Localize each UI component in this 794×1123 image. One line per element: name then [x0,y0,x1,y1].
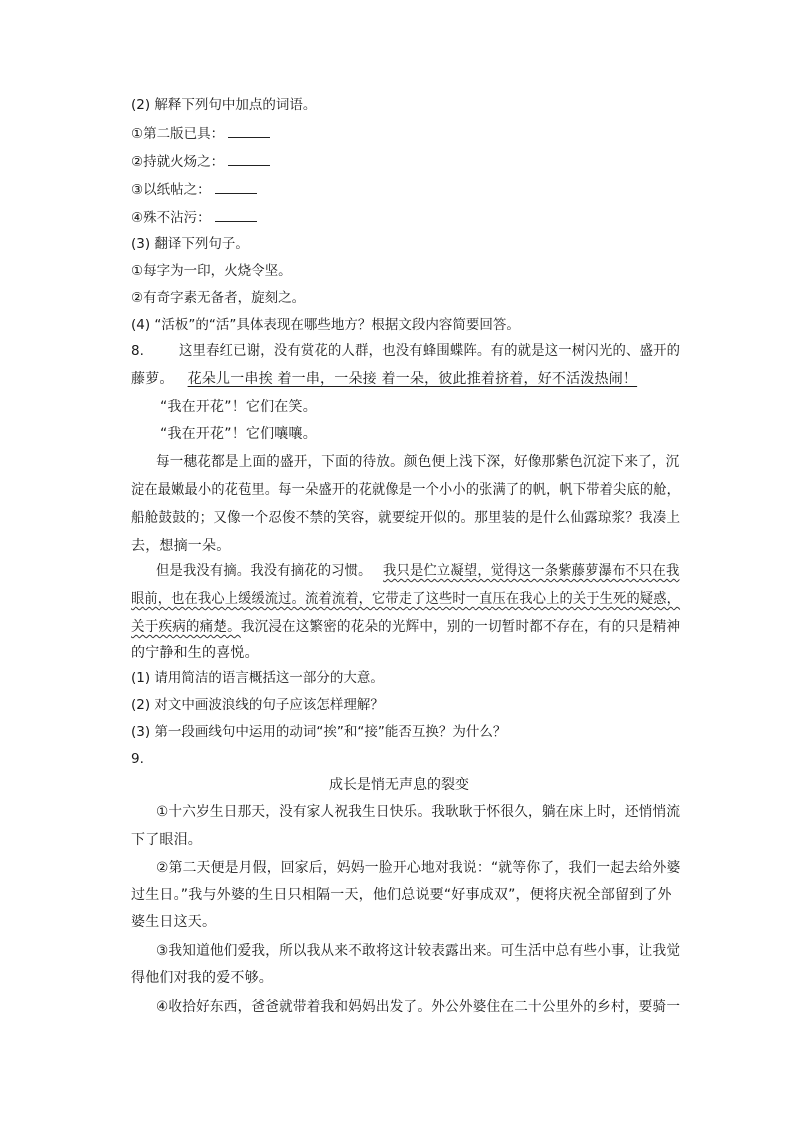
answer-blank[interactable] [228,151,270,166]
q9-para2-line2: 过生日。”我与外婆的生日只相隔一天，他们总说要“好事成双”，便将庆祝全部留到了外 [131,887,672,903]
q7-sentence1: ①每字为一印，火烧令坚。 [131,263,292,279]
q9-number: 9. [131,751,144,767]
q7-sub3: (3) 翻译下列句子。 [131,236,249,252]
q7-item1 [131,123,270,144]
q7-item1-text: ①第二版已具： [131,126,225,142]
q8-p1-line2 [131,369,637,389]
q9-para1-line2: 下了眼泪。 [131,832,202,848]
q9-para1-line1: ①十六岁生日那天，没有家人祝我生日快乐。我耿耿于怀很久，躺在床上时，还悄悄流 [156,804,681,820]
q8-p2: “我在开花”！它们在笑。 [160,399,317,415]
q8-p4-line1: 每一穗花都是上面的盛开，下面的待放。颜色便上浅下深，好像那紫色沉淀下来了，沉 [156,454,680,470]
q9-title: 成长是悄无声息的裂变 [329,777,469,793]
q7-item3-text: ③以纸帖之： [131,182,211,198]
q8-p4-line3: 船舱鼓鼓的；又像一个忍俊不禁的笑容，就要绽开似的。那里装的是什么仙露琼浆？我凑上 [131,510,681,526]
q7-item4 [131,207,257,228]
q8-p5-line2: 眼前，也在我心上缓缓流过。流着流着，它带走了这些时一直压在我心上的关于生死的疑惑， [131,591,681,607]
q8-p5-line1-a: 但是我没有摘。我没有摘花的习惯。 [156,563,372,579]
q8-p5-line1 [156,561,679,581]
q8-p4-line2: 淀在最嫩最小的花苞里。每一朵盛开的花就像是一个小小的张满了的帆，帆下带着尖底的舱， [131,482,681,498]
q9-para2-line1: ②第二天便是月假，回家后，妈妈一脸开心地对我说：“就等你了，我们一起去给外婆 [156,860,681,876]
q8-p1-line2-a: 藤萝。 [131,371,174,387]
q7-item4-text: ④殊不沾污： [131,210,211,226]
wavy-sentence-end: 关于疾病的痛楚。 [131,619,241,635]
q7-sub2: (2) 解释下列句中加点的词语。 [131,97,317,113]
q8-p3: “我在开花”！它们嚷嚷。 [160,426,317,442]
q9-para3-line1: ③我知道他们爱我，所以我从来不敢将这计较表露出来。可生活中总有些小事，让我觉 [156,943,681,959]
q7-sub4: (4) “活板”的“活”具体表现在哪些地方？根据文段内容简要回答。 [131,317,520,333]
q8-p5-line3-b: 我沉浸在这繁密的花朵的光辉中，别的一切暂时都不存在，有的只是精神 [240,619,681,635]
q9-para2-line3: 婆生日这天。 [131,914,217,930]
wavy-sentence: 我只是伫立凝望，觉得这一条紫藤萝瀑布不只在我 [383,563,680,579]
q7-item2-text: ②持就火炀之： [131,154,225,170]
answer-blank[interactable] [228,123,270,138]
q8-number: 8. [131,343,144,359]
q8-sub3: (3) 第一段画线句中运用的动词“挨”和“接”能否互换？为什么？ [131,724,507,740]
q7-item2 [131,151,270,172]
answer-blank[interactable] [215,207,257,222]
q8-sub1: (1) 请用简洁的语言概括这一部分的大意。 [131,670,384,686]
q9-para3-line2: 得他们对我的爱不够。 [131,970,273,986]
underlined-sentence: 花朵儿一串挨 着一串，一朵接 着一朵，彼此推着挤着，好不活泼热闹！ [187,371,638,387]
q9-para4-line1: ④收拾好东西，爸爸就带着我和妈妈出发了。外公外婆住在二十公里外的乡村，要骑一 [156,999,681,1015]
q7-item3 [131,179,257,200]
q8-sub2: (2) 对文中画波浪线的句子应该怎样理解？ [131,697,384,713]
q7-sentence2: ②有奇字素无备者，旋刻之。 [131,290,306,306]
answer-blank[interactable] [215,179,257,194]
q8-p4-line4: 去，想摘一朵。 [131,538,231,554]
q8-p5-line4: 的宁静和生的喜悦。 [131,645,259,661]
q8-p5-line3 [131,617,680,637]
q8-p1-line1: 这里春红已谢，没有赏花的人群，也没有蜂围蝶阵。有的就是这一树闪光的、盛开的 [179,343,681,359]
